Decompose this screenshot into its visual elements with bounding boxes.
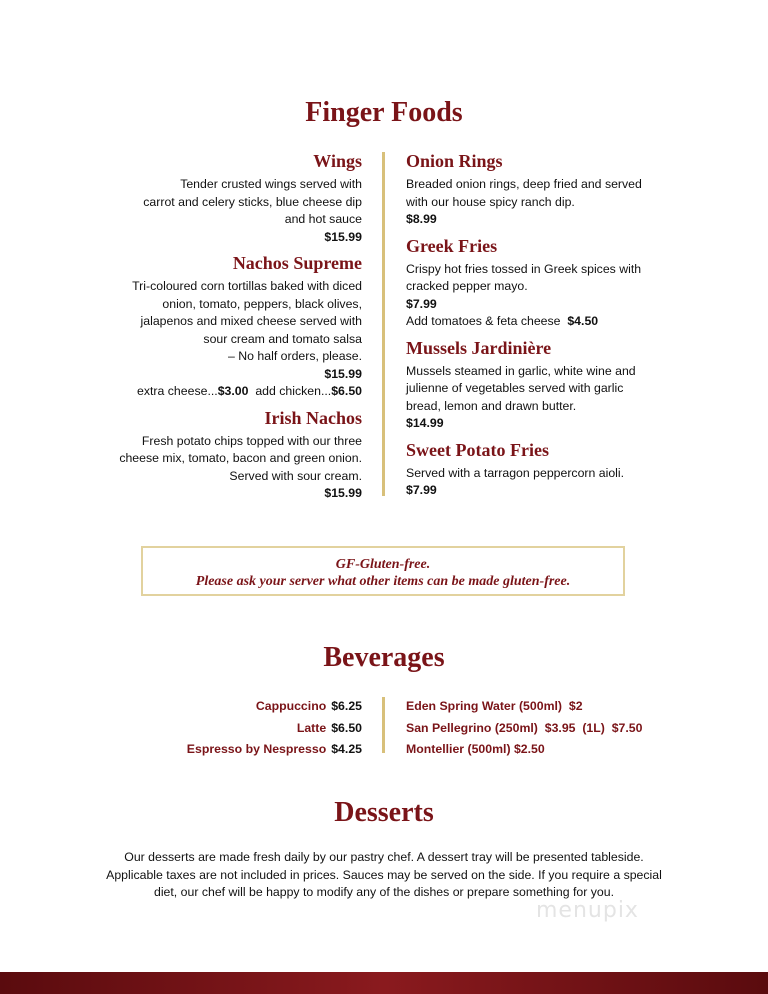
item-description: Crispy hot fries tossed in Greek spices with	[406, 261, 642, 276]
beverage-name: Cappuccino	[255, 699, 327, 713]
desserts-line: Applicable taxes are not included in prices. Sauces may be served on the side. If you require a special	[106, 867, 662, 882]
item-price: $8.99	[406, 212, 437, 226]
item-name: Nachos Supreme	[232, 253, 362, 273]
item-description: Mussels steamed in garlic, white wine and	[406, 363, 636, 378]
add-chicken-price: $6.50	[331, 384, 362, 398]
desserts-title: Desserts	[334, 797, 434, 828]
gluten-free-notice	[141, 546, 625, 596]
extra-cheese-label: extra cheese...	[137, 384, 218, 398]
item-description: with our house spicy ranch dip.	[406, 194, 575, 209]
menu-item-wings	[110, 150, 362, 246]
item-addon	[406, 313, 656, 331]
item-description: Fresh potato chips topped with our three	[141, 433, 362, 448]
addon-label: Add tomatoes & feta cheese	[406, 314, 561, 328]
item-name: Greek Fries	[406, 235, 498, 256]
menu-item-irish-nachos	[110, 407, 362, 503]
beverage-price: $6.50	[331, 720, 362, 735]
beverage-item: Eden Spring Water (500ml) $2	[406, 699, 583, 713]
footer-band	[0, 972, 768, 994]
beverage-item: San Pellegrino (250ml) $3.95 (1L) $7.50	[406, 720, 643, 735]
desserts-line: Our desserts are made fresh daily by our pastry chef. A dessert tray will be presented tableside.	[124, 850, 644, 864]
add-chicken-label: add chicken...	[255, 384, 332, 398]
item-name: Sweet Potato Fries	[406, 439, 549, 460]
item-name: Irish Nachos	[264, 407, 362, 428]
item-price: $15.99	[324, 229, 362, 244]
item-price: $15.99	[324, 366, 362, 381]
menu-item-onion-rings	[406, 150, 656, 229]
column-divider	[382, 152, 385, 496]
beverages-right-column	[406, 696, 706, 761]
watermark: menupix	[536, 898, 639, 923]
item-description: Tender crusted wings served with	[180, 177, 362, 191]
item-description: carrot and celery sticks, blue cheese dip	[143, 194, 362, 209]
item-description: cheese mix, tomato, bacon and green onion.	[119, 451, 362, 465]
menu-item-mussels-jardiniere	[406, 337, 656, 433]
item-name: Mussels Jardinière	[406, 337, 552, 358]
addon-price: $4.50	[567, 314, 599, 328]
beverage-item	[150, 696, 362, 718]
beverage-name: Latte	[296, 720, 327, 735]
menu-item-greek-fries	[406, 235, 656, 331]
menu-item-sweet-potato-fries	[406, 439, 656, 500]
menu-item-nachos-supreme	[110, 252, 362, 401]
beverage-item	[150, 718, 362, 740]
item-description: cracked pepper mayo.	[406, 279, 528, 293]
item-price: $15.99	[324, 486, 362, 500]
item-price: $7.99	[406, 296, 437, 311]
item-description: jalapenos and mixed cheese served with	[140, 314, 362, 328]
beverages-divider	[382, 697, 385, 753]
item-description: Breaded onion rings, deep fried and served	[406, 177, 642, 191]
beverage-item	[150, 739, 362, 761]
gluten-free-line-2: Please ask your server what other items can be made gluten-free.	[195, 574, 571, 589]
item-description: – No half orders, please.	[228, 349, 362, 363]
item-description: Served with a tarragon peppercorn aioli.	[406, 465, 625, 480]
finger-foods-left-column	[110, 150, 362, 503]
item-name: Wings	[313, 151, 362, 171]
item-price: $7.99	[406, 483, 437, 497]
item-extras	[110, 383, 362, 401]
gluten-free-line-1: GF-Gluten-free.	[335, 557, 431, 572]
item-description: Tri-coloured corn tortillas baked with diced	[132, 279, 362, 293]
item-description: bread, lemon and drawn butter.	[406, 398, 577, 413]
extra-cheese-price: $3.00	[217, 384, 249, 398]
item-description: Served with sour cream.	[229, 468, 362, 483]
finger-foods-title: Finger Foods	[305, 97, 463, 128]
item-description: julienne of vegetables served with garlic	[406, 381, 624, 395]
item-description: and hot sauce	[284, 212, 362, 226]
desserts-line: diet, our chef will be happy to modify any of the dishes or prepare something for you.	[153, 885, 615, 900]
beverage-price: $4.25	[331, 742, 362, 756]
beverage-name: Espresso by Nespresso	[186, 742, 327, 756]
item-name: Onion Rings	[406, 151, 503, 171]
beverages-title: Beverages	[323, 642, 445, 673]
item-description: onion, tomato, peppers, black olives,	[162, 296, 362, 311]
desserts-description	[104, 849, 664, 902]
item-price: $14.99	[406, 416, 444, 430]
beverage-price: $6.25	[331, 699, 362, 713]
beverage-item: Montellier (500ml) $2.50	[406, 742, 545, 756]
finger-foods-right-column	[406, 150, 656, 500]
item-description: sour cream and tomato salsa	[203, 331, 362, 346]
beverages-left-column	[150, 696, 362, 761]
